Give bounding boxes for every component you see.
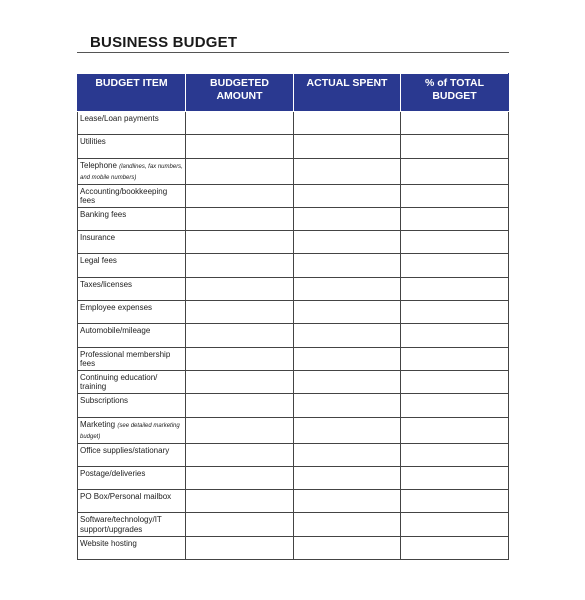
budget-item-cell (78, 443, 186, 466)
percent-total-cell[interactable] (401, 277, 509, 300)
actual-spent-cell[interactable] (294, 490, 401, 513)
percent-total-cell[interactable] (401, 417, 509, 443)
title-divider (77, 52, 509, 53)
percent-total-cell[interactable] (401, 301, 509, 324)
actual-spent-cell[interactable] (294, 277, 401, 300)
budgeted-amount-cell[interactable] (186, 347, 294, 370)
budget-item-note: (see detailed marketing budget) (80, 422, 180, 441)
budgeted-amount-cell[interactable] (186, 443, 294, 466)
table-row (78, 231, 509, 254)
percent-total-cell[interactable] (401, 112, 509, 135)
budget-item-label: Website hosting (80, 538, 137, 548)
table-row (78, 158, 509, 184)
budgeted-amount-cell[interactable] (186, 231, 294, 254)
column-header-actual-spent: ACTUAL SPENT (294, 74, 401, 112)
budgeted-amount-cell[interactable] (186, 184, 294, 207)
table-row (78, 466, 509, 489)
column-header-budgeted-amount: BUDGETED AMOUNT (186, 74, 294, 112)
actual-spent-cell[interactable] (294, 347, 401, 370)
budgeted-amount-cell[interactable] (186, 370, 294, 393)
budget-item-cell (78, 231, 186, 254)
table-row (78, 301, 509, 324)
actual-spent-cell[interactable] (294, 443, 401, 466)
column-header-budget-item: BUDGET ITEM (78, 74, 186, 112)
budget-item-label: Taxes/licenses (80, 279, 133, 289)
percent-total-cell[interactable] (401, 370, 509, 393)
column-header-percent-total: % of TOTAL BUDGET (401, 74, 509, 112)
actual-spent-cell[interactable] (294, 301, 401, 324)
budgeted-amount-cell[interactable] (186, 536, 294, 559)
table-row (78, 443, 509, 466)
budget-item-cell (78, 324, 186, 347)
budget-item-label: Postage/deliveries (80, 468, 146, 478)
budget-item-label: Banking fees (80, 209, 127, 219)
actual-spent-cell[interactable] (294, 231, 401, 254)
budget-item-cell (78, 513, 186, 536)
percent-total-cell[interactable] (401, 536, 509, 559)
actual-spent-cell[interactable] (294, 417, 401, 443)
actual-spent-cell[interactable] (294, 513, 401, 536)
percent-total-cell[interactable] (401, 324, 509, 347)
budget-item-cell (78, 370, 186, 393)
budget-item-label: Lease/Loan payments (80, 114, 159, 123)
budget-item-label: Telephone (80, 160, 117, 170)
page-title: BUSINESS BUDGET (90, 34, 238, 51)
actual-spent-cell[interactable] (294, 135, 401, 158)
actual-spent-cell[interactable] (294, 394, 401, 417)
table-row (78, 394, 509, 417)
budget-item-label: Office supplies/stationary (80, 445, 170, 455)
budget-item-label: Automobile/mileage (80, 326, 151, 336)
budgeted-amount-cell[interactable] (186, 254, 294, 277)
table-row (78, 370, 509, 393)
budget-item-label: Insurance (80, 233, 116, 243)
budget-item-cell (78, 536, 186, 559)
budgeted-amount-cell[interactable] (186, 207, 294, 230)
actual-spent-cell[interactable] (294, 370, 401, 393)
budgeted-amount-cell[interactable] (186, 158, 294, 184)
budget-item-cell (78, 347, 186, 370)
budget-item-cell (78, 135, 186, 158)
budget-item-cell (78, 158, 186, 184)
budgeted-amount-cell[interactable] (186, 112, 294, 135)
budget-item-label: Subscriptions (80, 396, 129, 406)
budget-item-label: Accounting/bookkeeping fees (80, 186, 168, 206)
budget-item-label: Professional membership fees (80, 349, 171, 369)
actual-spent-cell[interactable] (294, 254, 401, 277)
budget-item-label: Legal fees (80, 256, 117, 266)
actual-spent-cell[interactable] (294, 184, 401, 207)
actual-spent-cell[interactable] (294, 158, 401, 184)
budgeted-amount-cell[interactable] (186, 324, 294, 347)
percent-total-cell[interactable] (401, 207, 509, 230)
budget-item-label: PO Box/Personal mailbox (80, 492, 172, 502)
table-row (78, 490, 509, 513)
percent-total-cell[interactable] (401, 347, 509, 370)
actual-spent-cell[interactable] (294, 536, 401, 559)
table-row (78, 277, 509, 300)
header-row (78, 74, 509, 112)
budget-item-cell (78, 277, 186, 300)
actual-spent-cell[interactable] (294, 112, 401, 135)
budget-item-label: Software/technology/IT support/upgrades (80, 515, 162, 534)
percent-total-cell[interactable] (401, 184, 509, 207)
budget-item-cell (78, 417, 186, 443)
budgeted-amount-cell[interactable] (186, 417, 294, 443)
table-row (78, 536, 509, 559)
budgeted-amount-cell[interactable] (186, 277, 294, 300)
budget-item-cell (78, 466, 186, 489)
table-row (78, 135, 509, 158)
budget-item-cell (78, 184, 186, 207)
table-row (78, 417, 509, 443)
percent-total-cell[interactable] (401, 466, 509, 489)
budget-table (77, 73, 509, 560)
table-row (78, 112, 509, 135)
budgeted-amount-cell[interactable] (186, 466, 294, 489)
percent-total-cell[interactable] (401, 443, 509, 466)
table-row (78, 184, 509, 207)
budgeted-amount-cell[interactable] (186, 301, 294, 324)
budget-item-note: (landlines, fax numbers, and mobile numbers) (80, 163, 183, 182)
budget-item-cell (78, 301, 186, 324)
actual-spent-cell[interactable] (294, 324, 401, 347)
budget-item-cell (78, 394, 186, 417)
percent-total-cell[interactable] (401, 254, 509, 277)
percent-total-cell[interactable] (401, 158, 509, 184)
budget-item-cell (78, 490, 186, 513)
budget-item-cell (78, 254, 186, 277)
budget-item-label: Marketing (80, 419, 116, 429)
percent-total-cell[interactable] (401, 394, 509, 417)
actual-spent-cell[interactable] (294, 466, 401, 489)
budget-item-label: Continuing education/ training (80, 372, 158, 392)
budgeted-amount-cell[interactable] (186, 490, 294, 513)
percent-total-cell[interactable] (401, 490, 509, 513)
percent-total-cell[interactable] (401, 513, 509, 536)
percent-total-cell[interactable] (401, 231, 509, 254)
budget-rows (78, 112, 509, 560)
table-row (78, 207, 509, 230)
table-row (78, 347, 509, 370)
budgeted-amount-cell[interactable] (186, 513, 294, 536)
table-row (78, 324, 509, 347)
budgeted-amount-cell[interactable] (186, 394, 294, 417)
table-row (78, 254, 509, 277)
budget-item-label: Utilities (80, 137, 106, 147)
budget-item-cell (78, 112, 186, 135)
budgeted-amount-cell[interactable] (186, 135, 294, 158)
actual-spent-cell[interactable] (294, 207, 401, 230)
budget-item-label: Employee expenses (80, 303, 153, 313)
table-row (78, 513, 509, 536)
budget-item-cell (78, 207, 186, 230)
percent-total-cell[interactable] (401, 135, 509, 158)
